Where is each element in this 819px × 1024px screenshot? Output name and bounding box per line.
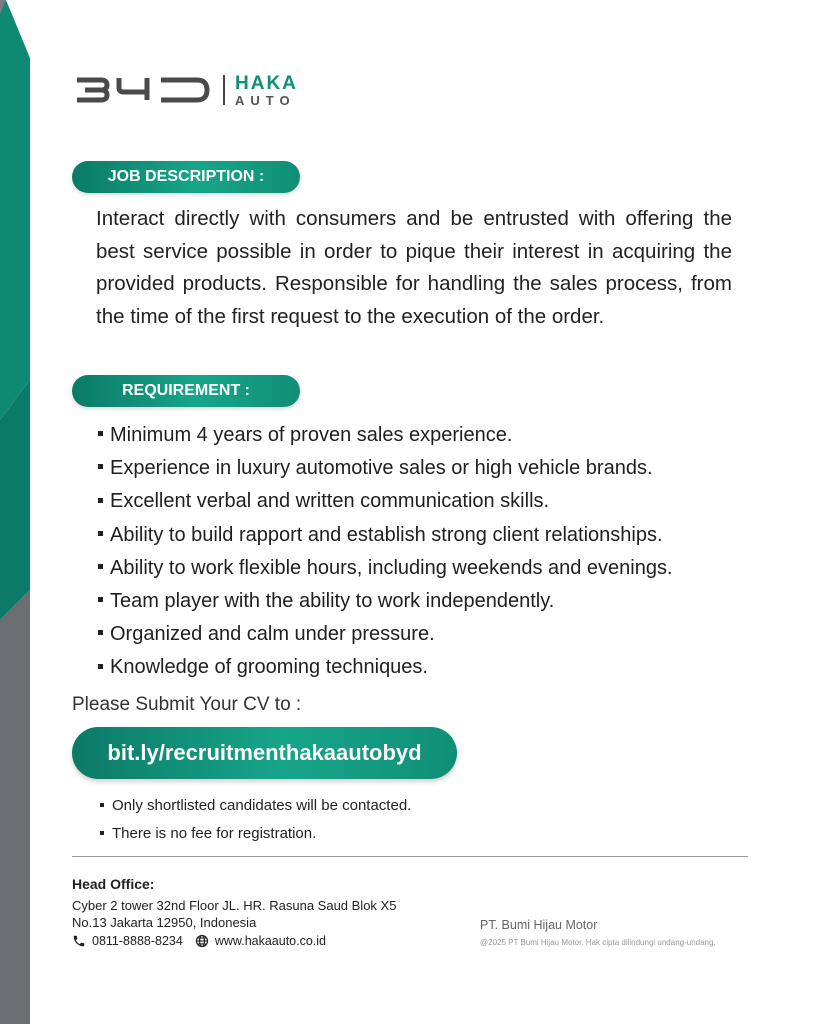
requirement-item	[96, 651, 673, 684]
phone-icon	[72, 934, 86, 948]
job-description-text: Interact directly with consumers and be entrusted with offering the best service possible in order to pique their interest in acquiring the provided products. Responsible for handling the sales process, from the time of the first request to the execution of the order.	[96, 207, 732, 328]
requirement-heading: REQUIREMENT :	[72, 375, 300, 407]
left-edge-decoration	[0, 0, 30, 1024]
website-link[interactable]: www.hakaauto.co.id	[214, 934, 327, 948]
notes-list	[98, 792, 411, 848]
note-item	[98, 792, 411, 820]
requirement-item	[96, 452, 673, 485]
note-text: Only shortlisted candidates will be contacted.	[112, 797, 412, 814]
requirement-text: Minimum 4 years of proven sales experience.	[110, 424, 513, 446]
copyright-text: @2025 PT Bumi Hijau Motor. Hak cipta dilindungi undang-undang.	[480, 938, 716, 947]
recruitment-link-button[interactable]: bit.ly/recruitmenthakaautobyd	[72, 727, 457, 779]
bullet-icon	[98, 464, 103, 469]
bullet-icon	[98, 531, 103, 536]
bullet-icon	[98, 664, 103, 669]
requirement-text: Organized and calm under pressure.	[110, 623, 435, 646]
requirement-text: Experience in luxury automotive sales or high vehicle brands.	[110, 457, 653, 480]
bullet-icon	[98, 630, 103, 635]
requirement-item	[96, 618, 673, 651]
requirement-text: Excellent verbal and written communication skills.	[110, 490, 550, 513]
note-item	[98, 820, 411, 848]
auto-logo-text: AUTO	[235, 92, 296, 108]
byd-logo	[75, 76, 211, 104]
bullet-icon	[100, 831, 104, 835]
requirement-text: Knowledge of grooming techniques.	[110, 656, 428, 679]
bullet-icon	[100, 803, 104, 807]
footer-divider	[72, 856, 748, 857]
note-text: There is no fee for registration.	[112, 825, 317, 842]
phone-number[interactable]: 0811-8888-8234	[92, 934, 183, 948]
submit-cv-label: Please Submit Your CV to :	[72, 694, 302, 715]
requirement-text: Ability to work flexible hours, including weekends and evenings.	[110, 556, 673, 579]
logo-row	[75, 72, 298, 108]
contact-row	[72, 934, 326, 948]
bullet-icon	[98, 564, 103, 569]
requirement-text: Team player with the ability to work independently.	[110, 590, 555, 613]
job-description-heading: JOB DESCRIPTION :	[72, 161, 300, 193]
haka-logo-text: HAKA	[235, 72, 298, 94]
bullet-icon	[98, 498, 103, 503]
head-office-title: Head Office:	[72, 876, 155, 892]
haka-auto-logo	[235, 74, 298, 107]
requirement-list	[96, 419, 673, 685]
requirement-item	[96, 419, 673, 452]
bullet-icon	[98, 597, 103, 602]
logo-divider	[223, 75, 225, 105]
requirement-text: Ability to build rapport and establish strong client relationships.	[110, 523, 663, 546]
company-name: PT. Bumi Hijau Motor	[480, 918, 598, 932]
globe-icon	[195, 934, 209, 948]
bullet-icon	[98, 431, 103, 436]
requirement-item	[96, 585, 673, 618]
head-office-address: Cyber 2 tower 32nd Floor JL. HR. Rasuna Saud Blok X5 No.13 Jakarta 12950, Indonesia	[72, 898, 397, 930]
requirement-item	[96, 552, 673, 585]
requirement-item	[96, 519, 673, 552]
requirement-item	[96, 485, 673, 518]
